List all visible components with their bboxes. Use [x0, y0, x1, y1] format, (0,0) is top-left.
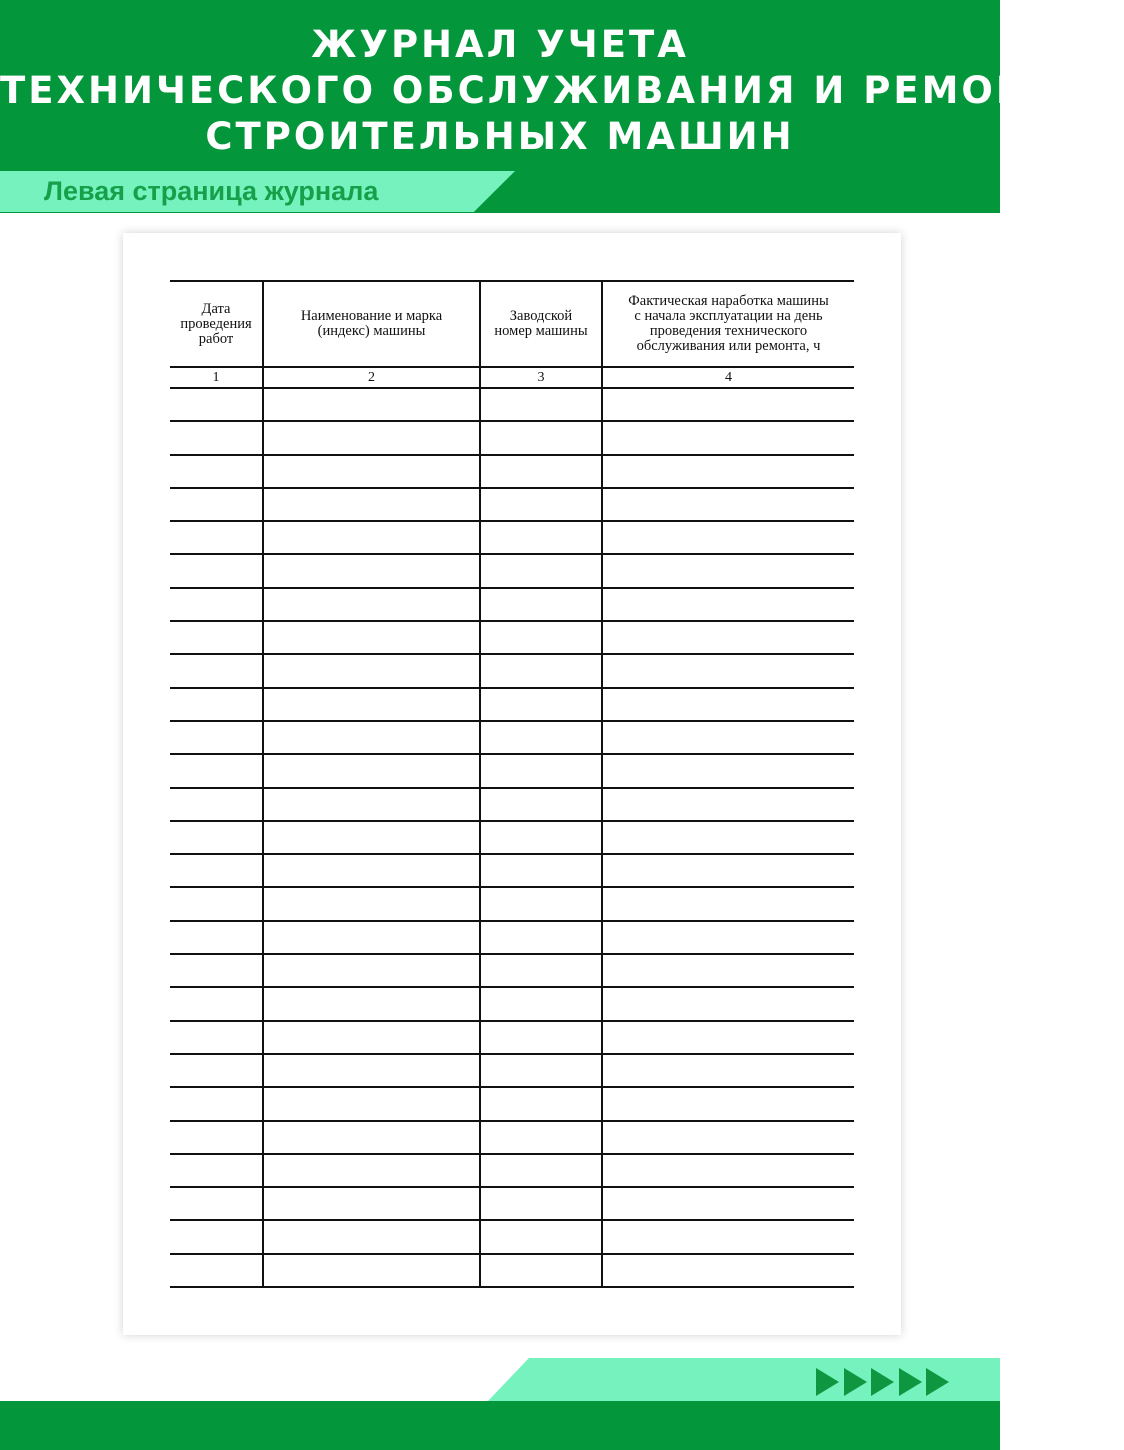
table-cell: [263, 921, 480, 954]
column-number: 4: [602, 367, 854, 388]
table-cell: [602, 954, 854, 987]
table-row: [170, 954, 854, 987]
table-cell: [263, 721, 480, 754]
table-cell: [170, 854, 263, 887]
table-cell: [602, 588, 854, 621]
chevron-right-icon: [871, 1368, 894, 1396]
chevron-right-icon: [899, 1368, 922, 1396]
title-line-3: СТРОИТЕЛЬНЫХ МАШИН: [205, 115, 795, 158]
column-header-serial-number: Заводской номер машины: [480, 281, 602, 367]
table-cell: [170, 1087, 263, 1120]
journal-table: [170, 280, 854, 1288]
table-cell: [480, 654, 602, 687]
table-cell: [263, 1121, 480, 1154]
table-row: [170, 1220, 854, 1253]
table-row: [170, 1121, 854, 1154]
table-row: [170, 854, 854, 887]
column-header-date: Дата проведения работ: [170, 281, 263, 367]
journal-form: [170, 280, 854, 1288]
table-cell: [170, 388, 263, 421]
table-row: [170, 987, 854, 1020]
header-banner: [0, 0, 1124, 213]
column-number: 3: [480, 367, 602, 388]
table-cell: [170, 421, 263, 454]
table-cell: [602, 521, 854, 554]
table-row: [170, 621, 854, 654]
table-cell: [170, 921, 263, 954]
table-cell: [480, 554, 602, 587]
table-cell: [602, 1087, 854, 1120]
table-row: [170, 754, 854, 787]
table-cell: [263, 1021, 480, 1054]
table-row: [170, 421, 854, 454]
table-cell: [263, 854, 480, 887]
table-cell: [170, 954, 263, 987]
table-cell: [170, 1254, 263, 1287]
table-cell: [170, 488, 263, 521]
table-cell: [602, 455, 854, 488]
table-cell: [602, 1054, 854, 1087]
table-cell: [602, 554, 854, 587]
footer-arrows: [816, 1368, 954, 1398]
table-cell: [480, 721, 602, 754]
column-number: 2: [263, 367, 480, 388]
table-cell: [480, 987, 602, 1020]
table-cell: [263, 788, 480, 821]
table-cell: [263, 621, 480, 654]
table-cell: [263, 1154, 480, 1187]
title-line-2: ТЕХНИЧЕСКОГО ОБСЛУЖИВАНИЯ И РЕМОНТОВ: [0, 69, 1124, 112]
table-cell: [480, 1087, 602, 1120]
table-cell: [480, 1220, 602, 1253]
table-cell: [602, 621, 854, 654]
table-cell: [263, 821, 480, 854]
table-row: [170, 1087, 854, 1120]
table-cell: [170, 654, 263, 687]
table-cell: [170, 887, 263, 920]
table-cell: [480, 1187, 602, 1220]
column-number-row: [170, 367, 854, 388]
chevron-right-icon: [844, 1368, 867, 1396]
table-cell: [170, 1054, 263, 1087]
table-cell: [170, 588, 263, 621]
table-cell: [480, 588, 602, 621]
table-cell: [263, 554, 480, 587]
table-row: [170, 521, 854, 554]
table-cell: [480, 887, 602, 920]
table-cell: [263, 887, 480, 920]
table-cell: [170, 455, 263, 488]
table-cell: [170, 987, 263, 1020]
table-cell: [170, 1220, 263, 1253]
table-cell: [602, 1254, 854, 1287]
table-cell: [170, 688, 263, 721]
table-cell: [602, 721, 854, 754]
table-cell: [263, 488, 480, 521]
table-cell: [480, 455, 602, 488]
table-row: [170, 1154, 854, 1187]
table-cell: [263, 1054, 480, 1087]
table-row: [170, 1187, 854, 1220]
table-cell: [170, 754, 263, 787]
table-row: [170, 921, 854, 954]
table-cell: [602, 421, 854, 454]
table-cell: [263, 588, 480, 621]
table-cell: [170, 1021, 263, 1054]
table-cell: [263, 954, 480, 987]
table-cell: [480, 521, 602, 554]
table-cell: [602, 921, 854, 954]
table-row: [170, 1054, 854, 1087]
table-row: [170, 788, 854, 821]
footer-banner: [0, 1401, 1000, 1450]
table-row: [170, 821, 854, 854]
table-cell: [480, 854, 602, 887]
column-header-machine-name: Наименование и марка (индекс) машины: [263, 281, 480, 367]
table-cell: [480, 954, 602, 987]
table-cell: [480, 1021, 602, 1054]
table-cell: [602, 1154, 854, 1187]
table-cell: [480, 1054, 602, 1087]
table-row: [170, 588, 854, 621]
table-cell: [170, 621, 263, 654]
table-row: [170, 688, 854, 721]
table-cell: [170, 1187, 263, 1220]
table-cell: [170, 1154, 263, 1187]
table-row: [170, 887, 854, 920]
table-cell: [480, 688, 602, 721]
column-number: 1: [170, 367, 263, 388]
table-cell: [480, 1121, 602, 1154]
table-cell: [170, 821, 263, 854]
table-cell: [170, 721, 263, 754]
table-cell: [602, 854, 854, 887]
table-cell: [263, 1254, 480, 1287]
table-row: [170, 1254, 854, 1287]
table-cell: [263, 654, 480, 687]
table-cell: [480, 621, 602, 654]
table-cell: [170, 554, 263, 587]
table-cell: [480, 1254, 602, 1287]
table-row: [170, 388, 854, 421]
table-cell: [602, 688, 854, 721]
table-cell: [480, 921, 602, 954]
table-cell: [602, 788, 854, 821]
table-row: [170, 488, 854, 521]
table-cell: [480, 821, 602, 854]
table-cell: [263, 1220, 480, 1253]
table-cell: [480, 1154, 602, 1187]
table-cell: [602, 1121, 854, 1154]
table-cell: [602, 1220, 854, 1253]
table-cell: [263, 987, 480, 1020]
table-cell: [170, 1121, 263, 1154]
table-cell: [602, 388, 854, 421]
title-line-1: ЖУРНАЛ УЧЕТА: [311, 23, 689, 66]
page-title: [0, 22, 1124, 160]
table-cell: [263, 1187, 480, 1220]
table-cell: [602, 654, 854, 687]
chevron-right-icon: [816, 1368, 839, 1396]
table-cell: [480, 788, 602, 821]
table-cell: [263, 388, 480, 421]
table-row: [170, 654, 854, 687]
table-row: [170, 721, 854, 754]
column-header-operating-hours: Фактическая наработка машины с начала эксплуатации на день проведения технического обслуживания или ремонта, ч: [602, 281, 854, 367]
table-cell: [170, 788, 263, 821]
table-cell: [602, 1187, 854, 1220]
table-row: [170, 1021, 854, 1054]
table-cell: [263, 754, 480, 787]
table-cell: [263, 421, 480, 454]
table-cell: [263, 521, 480, 554]
table-cell: [602, 754, 854, 787]
table-cell: [602, 987, 854, 1020]
table-cell: [263, 1087, 480, 1120]
table-row: [170, 554, 854, 587]
table-cell: [602, 887, 854, 920]
table-cell: [263, 688, 480, 721]
page-subtitle: Левая страница журнала: [44, 176, 379, 206]
table-cell: [263, 455, 480, 488]
table-cell: [480, 388, 602, 421]
chevron-right-icon: [926, 1368, 949, 1396]
table-cell: [480, 421, 602, 454]
table-cell: [480, 754, 602, 787]
table-row: [170, 455, 854, 488]
table-cell: [170, 521, 263, 554]
table-cell: [602, 821, 854, 854]
table-header-row: [170, 281, 854, 367]
table-cell: [480, 488, 602, 521]
table-cell: [602, 488, 854, 521]
table-cell: [602, 1021, 854, 1054]
